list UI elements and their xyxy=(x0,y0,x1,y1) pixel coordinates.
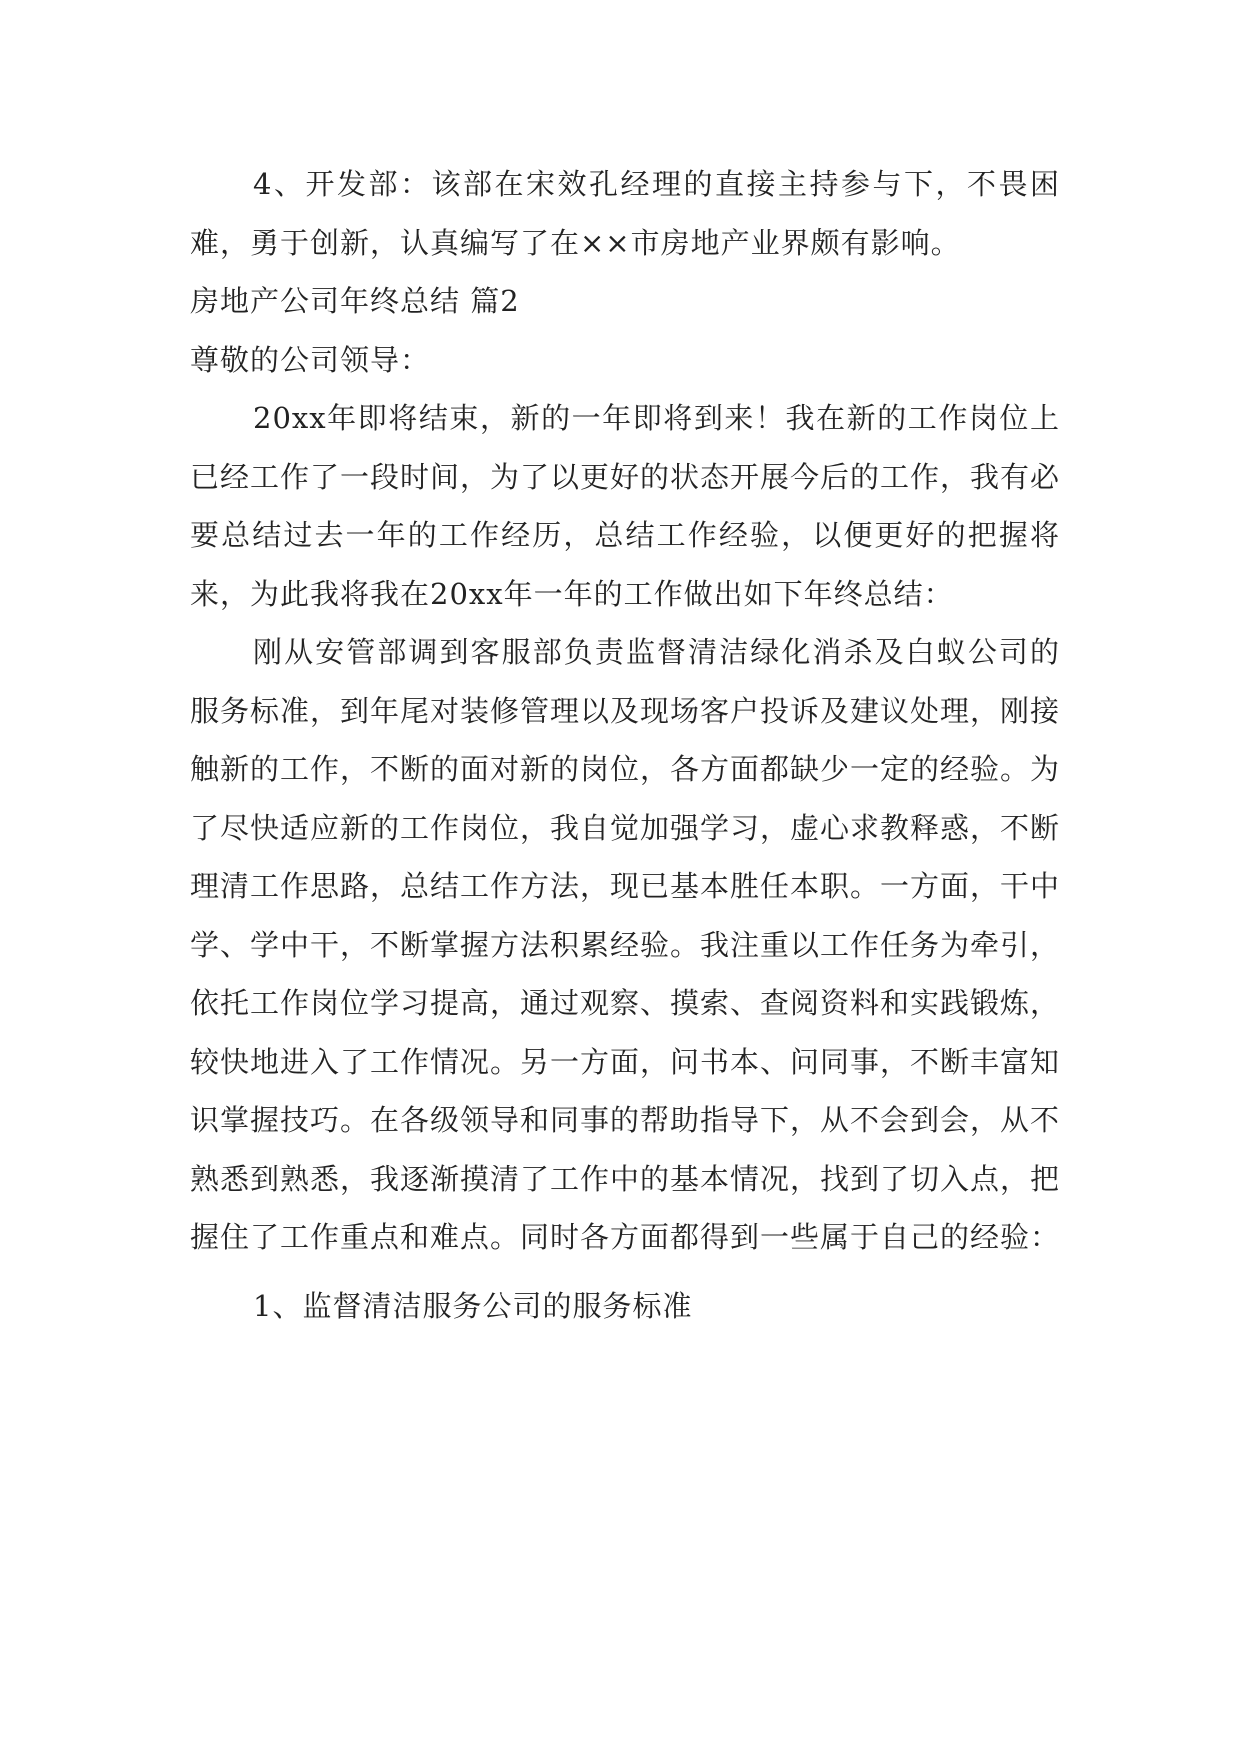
section-title: 房地产公司年终总结 篇2 xyxy=(190,284,520,318)
list-item-1: 1、监督清洁服务公司的服务标准 xyxy=(253,1288,693,1323)
paragraph-experience: 刚从安管部调到客服部负责监督清洁绿化消杀及白蚁公司的服务标准，到年尾对装修管理以及现场客户投诉及建议处理，刚接触新的工作，不断的面对新的岗位，各方面都缺少一定的经验。为了尽快适应新的工作岗位，我自觉加强学习，虚心求教释惑，不断理清工作思路，总结工作方法，现已基本胜任本职。一方面，干中学、学中干，不断掌握方法积累经验。我注重以工作任务为牵引，依托工作岗位学习提高，通过观察、摸索、查阅资料和实践锻炼，较快地进入了工作情况。另一方面，问书本、问同事，不断丰富知识掌握技巧。在各级领导和同事的帮助指导下，从不会到会，从不熟悉到熟悉，我逐渐摸清了工作中的基本情况，找到了切入点，把握住了工作重点和难点。同时各方面都得到一些属于自己的经验： xyxy=(190,635,1061,1254)
paragraph-intro: 20xx年即将结束，新的一年即将到来！我在新的工作岗位上已经工作了一段时间，为了以更好的状态开展今后的工作，我有必要总结过去一年的工作经历，总结工作经验，以便更好的把握将来，为此我将我在20xx年一年的工作做出如下年终总结： xyxy=(190,401,1061,611)
salutation: 尊敬的公司领导： xyxy=(190,342,431,377)
document-body xyxy=(190,155,1060,1335)
paragraph-development-dept: 4、开发部：该部在宋效孔经理的直接主持参与下，不畏困难，勇于创新，认真编写了在××市房地产业界颇有影响。 xyxy=(190,167,1060,260)
